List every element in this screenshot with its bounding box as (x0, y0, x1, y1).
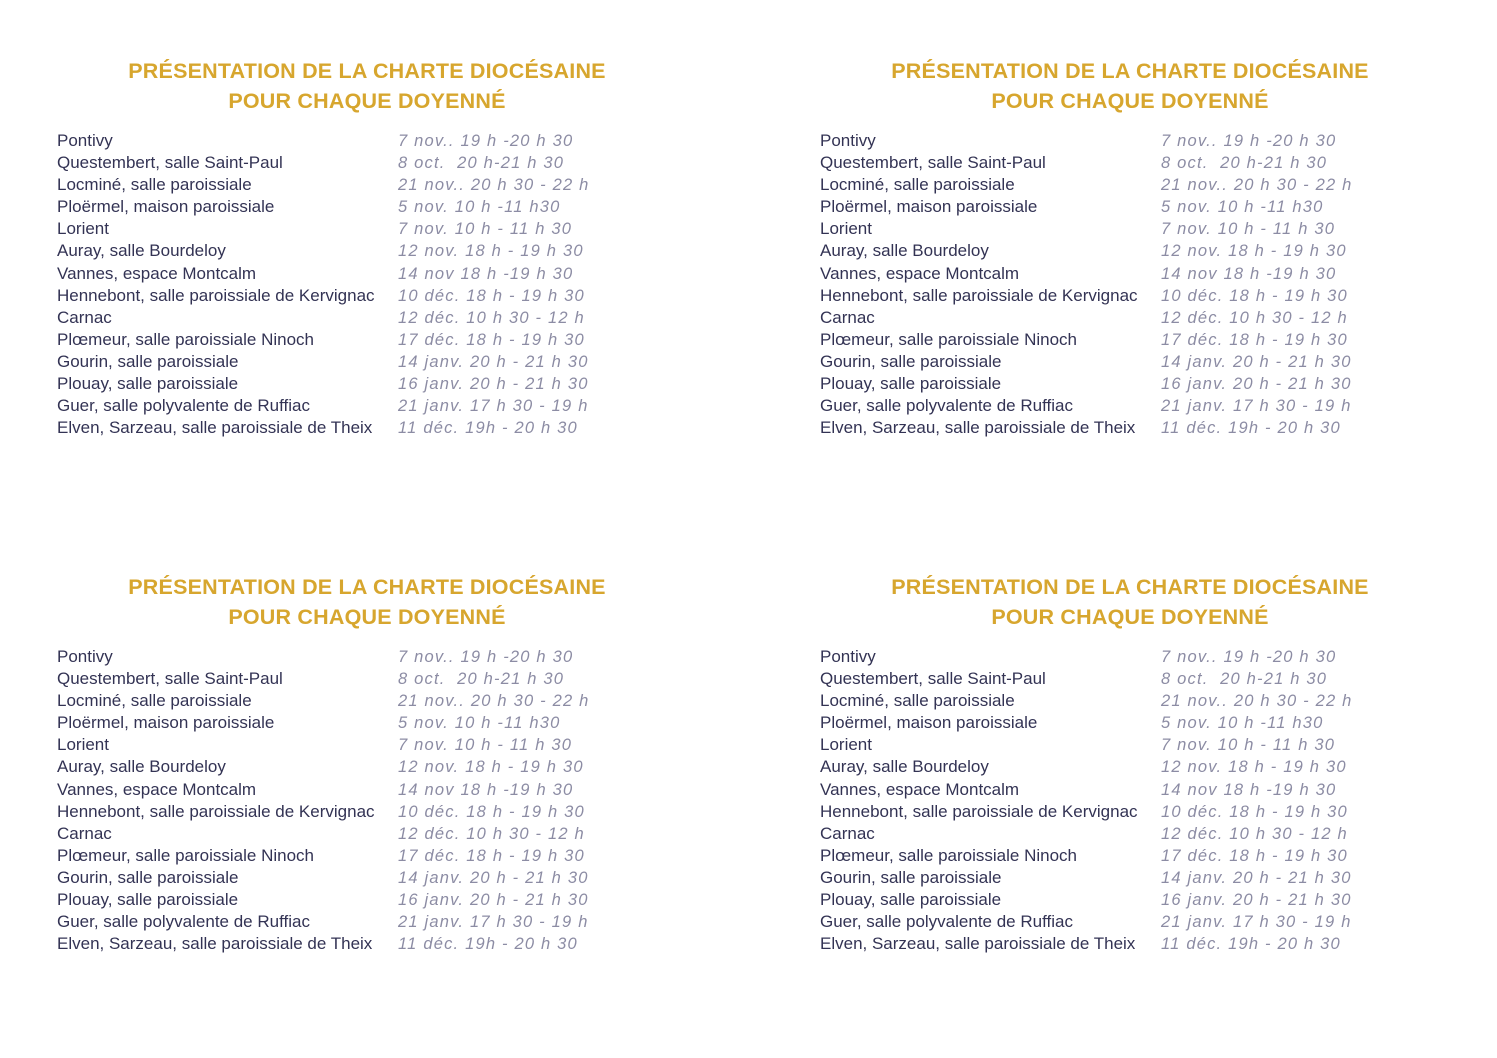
place-name: Auray, salle Bourdeloy (57, 757, 226, 777)
block-title (57, 56, 677, 116)
place-name: Lorient (57, 735, 109, 755)
session-time: 14 nov 18 h -19 h 30 (398, 780, 574, 799)
session-time: 12 déc. 10 h 30 - 12 h (398, 824, 585, 843)
place-name: Vannes, espace Montcalm (820, 779, 1020, 799)
place-name: Vannes, espace Montcalm (57, 263, 257, 283)
session-time: 12 nov. 18 h - 19 h 30 (1161, 242, 1347, 261)
schedule-list (820, 646, 1440, 955)
schedule-row (57, 779, 677, 801)
session-time: 16 janv. 20 h - 21 h 30 (1161, 891, 1352, 910)
place-name: Guer, salle polyvalente de Ruffiac (57, 912, 310, 932)
schedule-row (820, 351, 1440, 373)
title-line-1: PRÉSENTATION DE LA CHARTE DIOCÉSAINE (128, 59, 606, 83)
session-time: 14 nov 18 h -19 h 30 (1161, 264, 1337, 283)
place-name: Elven, Sarzeau, salle paroissiale de Theix (57, 934, 373, 954)
session-time: 14 nov 18 h -19 h 30 (398, 264, 574, 283)
schedule-block-bottom-left (57, 572, 677, 955)
place-name: Plouay, salle paroissiale (820, 890, 1002, 910)
schedule-row (820, 285, 1440, 307)
session-time: 10 déc. 18 h - 19 h 30 (1161, 286, 1348, 305)
session-time: 17 déc. 18 h - 19 h 30 (1161, 846, 1348, 865)
schedule-row (57, 263, 677, 285)
schedule-row (820, 174, 1440, 196)
schedule-row (820, 373, 1440, 395)
session-time: 7 nov. 10 h - 11 h 30 (1161, 736, 1336, 755)
place-name: Plouay, salle paroissiale (57, 374, 239, 394)
session-time: 21 nov.. 20 h 30 - 22 h (1161, 692, 1353, 711)
session-time: 14 janv. 20 h - 21 h 30 (1161, 352, 1352, 371)
session-time: 8 oct. 20 h-21 h 30 (1161, 154, 1328, 173)
schedule-row (57, 889, 677, 911)
session-time: 8 oct. 20 h-21 h 30 (398, 670, 565, 689)
session-time: 21 janv. 17 h 30 - 19 h (398, 397, 589, 416)
schedule-row (57, 668, 677, 690)
block-title (820, 56, 1440, 116)
place-name: Ploërmel, maison paroissiale (57, 197, 275, 217)
session-time: 21 nov.. 20 h 30 - 22 h (398, 692, 590, 711)
schedule-row (57, 646, 677, 668)
schedule-row (820, 867, 1440, 889)
schedule-block-top-right (820, 56, 1440, 439)
session-time: 8 oct. 20 h-21 h 30 (1161, 670, 1328, 689)
place-name: Gourin, salle paroissiale (57, 351, 239, 371)
schedule-row (57, 285, 677, 307)
title-line-2: POUR CHAQUE DOYENNÉ (228, 605, 506, 629)
session-time: 8 oct. 20 h-21 h 30 (398, 154, 565, 173)
place-name: Guer, salle polyvalente de Ruffiac (57, 396, 310, 416)
place-name: Plœmeur, salle paroissiale Ninoch (820, 329, 1077, 349)
session-time: 7 nov.. 19 h -20 h 30 (398, 132, 574, 150)
schedule-row (57, 307, 677, 329)
place-name: Lorient (820, 735, 872, 755)
session-time: 5 nov. 10 h -11 h30 (398, 198, 561, 217)
schedule-row (57, 218, 677, 240)
schedule-row (820, 911, 1440, 933)
session-time: 11 déc. 19h - 20 h 30 (398, 419, 578, 438)
place-name: Plœmeur, salle paroissiale Ninoch (820, 845, 1077, 865)
session-time: 11 déc. 19h - 20 h 30 (1161, 935, 1341, 954)
place-name: Pontivy (57, 131, 113, 150)
schedule-row (57, 933, 677, 955)
session-time: 21 janv. 17 h 30 - 19 h (1161, 397, 1352, 416)
place-name: Gourin, salle paroissiale (820, 351, 1002, 371)
place-name: Plouay, salle paroissiale (820, 374, 1002, 394)
schedule-row (820, 130, 1440, 152)
session-time: 10 déc. 18 h - 19 h 30 (398, 286, 585, 305)
place-name: Locminé, salle paroissiale (57, 691, 252, 711)
session-time: 14 janv. 20 h - 21 h 30 (398, 868, 589, 887)
schedule-row (820, 307, 1440, 329)
session-time: 7 nov. 10 h - 11 h 30 (398, 220, 573, 239)
schedule-list (57, 646, 677, 955)
schedule-list (820, 130, 1440, 439)
schedule-row (57, 867, 677, 889)
place-name: Gourin, salle paroissiale (57, 867, 239, 887)
block-title (57, 572, 677, 632)
schedule-row (57, 130, 677, 152)
place-name: Ploërmel, maison paroissiale (820, 197, 1038, 217)
place-name: Auray, salle Bourdeloy (820, 241, 989, 261)
place-name: Carnac (57, 307, 112, 327)
session-time: 14 janv. 20 h - 21 h 30 (1161, 868, 1352, 887)
schedule-row (57, 395, 677, 417)
place-name: Plouay, salle paroissiale (57, 890, 239, 910)
title-line-1: PRÉSENTATION DE LA CHARTE DIOCÉSAINE (891, 575, 1369, 599)
schedule-block-top-left (57, 56, 677, 439)
place-name: Questembert, salle Saint-Paul (820, 669, 1046, 689)
session-time: 16 janv. 20 h - 21 h 30 (398, 375, 589, 394)
session-time: 11 déc. 19h - 20 h 30 (398, 935, 578, 954)
schedule-row (820, 889, 1440, 911)
session-time: 10 déc. 18 h - 19 h 30 (398, 802, 585, 821)
schedule-row (820, 395, 1440, 417)
schedule-row (57, 756, 677, 778)
place-name: Locminé, salle paroissiale (820, 691, 1015, 711)
place-name: Elven, Sarzeau, salle paroissiale de Theix (820, 934, 1136, 954)
title-line-2: POUR CHAQUE DOYENNÉ (228, 89, 506, 113)
schedule-row (57, 240, 677, 262)
place-name: Elven, Sarzeau, salle paroissiale de Theix (57, 418, 373, 438)
place-name: Locminé, salle paroissiale (57, 175, 252, 195)
schedule-row (820, 823, 1440, 845)
session-time: 17 déc. 18 h - 19 h 30 (398, 330, 585, 349)
schedule-row (820, 734, 1440, 756)
schedule-row (57, 823, 677, 845)
session-time: 21 nov.. 20 h 30 - 22 h (1161, 176, 1353, 195)
session-time: 16 janv. 20 h - 21 h 30 (1161, 375, 1352, 394)
session-time: 11 déc. 19h - 20 h 30 (1161, 419, 1341, 438)
session-time: 12 déc. 10 h 30 - 12 h (1161, 824, 1348, 843)
place-name: Carnac (820, 823, 875, 843)
place-name: Questembert, salle Saint-Paul (57, 153, 283, 173)
place-name: Carnac (820, 307, 875, 327)
schedule-row (57, 911, 677, 933)
schedule-row (820, 690, 1440, 712)
place-name: Ploërmel, maison paroissiale (57, 713, 275, 733)
place-name: Auray, salle Bourdeloy (57, 241, 226, 261)
session-time: 7 nov. 10 h - 11 h 30 (1161, 220, 1336, 239)
schedule-row (820, 196, 1440, 218)
session-time: 14 nov 18 h -19 h 30 (1161, 780, 1337, 799)
place-name: Hennebont, salle paroissiale de Kervignac (57, 801, 375, 821)
session-time: 12 nov. 18 h - 19 h 30 (1161, 758, 1347, 777)
place-name: Questembert, salle Saint-Paul (57, 669, 283, 689)
schedule-row (57, 417, 677, 439)
schedule-row (57, 351, 677, 373)
session-time: 5 nov. 10 h -11 h30 (1161, 198, 1324, 217)
place-name: Hennebont, salle paroissiale de Kervignac (57, 285, 375, 305)
session-time: 7 nov.. 19 h -20 h 30 (1161, 132, 1337, 150)
place-name: Questembert, salle Saint-Paul (820, 153, 1046, 173)
place-name: Lorient (820, 219, 872, 239)
schedule-row (820, 152, 1440, 174)
schedule-row (57, 329, 677, 351)
place-name: Hennebont, salle paroissiale de Kervignac (820, 801, 1138, 821)
schedule-row (820, 329, 1440, 351)
schedule-list (57, 130, 677, 439)
session-time: 16 janv. 20 h - 21 h 30 (398, 891, 589, 910)
session-time: 17 déc. 18 h - 19 h 30 (1161, 330, 1348, 349)
session-time: 5 nov. 10 h -11 h30 (398, 714, 561, 733)
session-time: 21 janv. 17 h 30 - 19 h (398, 913, 589, 932)
schedule-row (820, 801, 1440, 823)
schedule-row (57, 734, 677, 756)
place-name: Pontivy (57, 647, 113, 666)
schedule-row (57, 152, 677, 174)
schedule-row (57, 801, 677, 823)
session-time: 7 nov.. 19 h -20 h 30 (398, 648, 574, 666)
place-name: Hennebont, salle paroissiale de Kervignac (820, 285, 1138, 305)
place-name: Guer, salle polyvalente de Ruffiac (820, 396, 1073, 416)
schedule-row (820, 218, 1440, 240)
place-name: Lorient (57, 219, 109, 239)
session-time: 12 nov. 18 h - 19 h 30 (398, 242, 584, 261)
session-time: 12 déc. 10 h 30 - 12 h (398, 308, 585, 327)
title-line-1: PRÉSENTATION DE LA CHARTE DIOCÉSAINE (128, 575, 606, 599)
session-time: 14 janv. 20 h - 21 h 30 (398, 352, 589, 371)
schedule-row (820, 263, 1440, 285)
schedule-row (820, 240, 1440, 262)
schedule-row (57, 174, 677, 196)
place-name: Pontivy (820, 647, 876, 666)
title-line-2: POUR CHAQUE DOYENNÉ (991, 605, 1269, 629)
schedule-row (820, 712, 1440, 734)
title-line-1: PRÉSENTATION DE LA CHARTE DIOCÉSAINE (891, 59, 1369, 83)
session-time: 12 nov. 18 h - 19 h 30 (398, 758, 584, 777)
session-time: 17 déc. 18 h - 19 h 30 (398, 846, 585, 865)
session-time: 12 déc. 10 h 30 - 12 h (1161, 308, 1348, 327)
place-name: Vannes, espace Montcalm (820, 263, 1020, 283)
place-name: Locminé, salle paroissiale (820, 175, 1015, 195)
place-name: Elven, Sarzeau, salle paroissiale de Theix (820, 418, 1136, 438)
session-time: 7 nov. 10 h - 11 h 30 (398, 736, 573, 755)
schedule-row (820, 845, 1440, 867)
title-line-2: POUR CHAQUE DOYENNÉ (991, 89, 1269, 113)
session-time: 21 nov.. 20 h 30 - 22 h (398, 176, 590, 195)
schedule-row (57, 690, 677, 712)
place-name: Ploërmel, maison paroissiale (820, 713, 1038, 733)
place-name: Guer, salle polyvalente de Ruffiac (820, 912, 1073, 932)
place-name: Vannes, espace Montcalm (57, 779, 257, 799)
session-time: 21 janv. 17 h 30 - 19 h (1161, 913, 1352, 932)
schedule-block-bottom-right (820, 572, 1440, 955)
schedule-row (57, 373, 677, 395)
schedule-row (57, 196, 677, 218)
schedule-row (57, 845, 677, 867)
schedule-row (820, 756, 1440, 778)
place-name: Auray, salle Bourdeloy (820, 757, 989, 777)
schedule-row (820, 933, 1440, 955)
block-title (820, 572, 1440, 632)
schedule-row (820, 779, 1440, 801)
schedule-row (820, 646, 1440, 668)
schedule-row (820, 668, 1440, 690)
session-time: 7 nov.. 19 h -20 h 30 (1161, 648, 1337, 666)
place-name: Carnac (57, 823, 112, 843)
place-name: Pontivy (820, 131, 876, 150)
place-name: Gourin, salle paroissiale (820, 867, 1002, 887)
session-time: 10 déc. 18 h - 19 h 30 (1161, 802, 1348, 821)
place-name: Plœmeur, salle paroissiale Ninoch (57, 329, 314, 349)
session-time: 5 nov. 10 h -11 h30 (1161, 714, 1324, 733)
schedule-row (820, 417, 1440, 439)
schedule-row (57, 712, 677, 734)
place-name: Plœmeur, salle paroissiale Ninoch (57, 845, 314, 865)
